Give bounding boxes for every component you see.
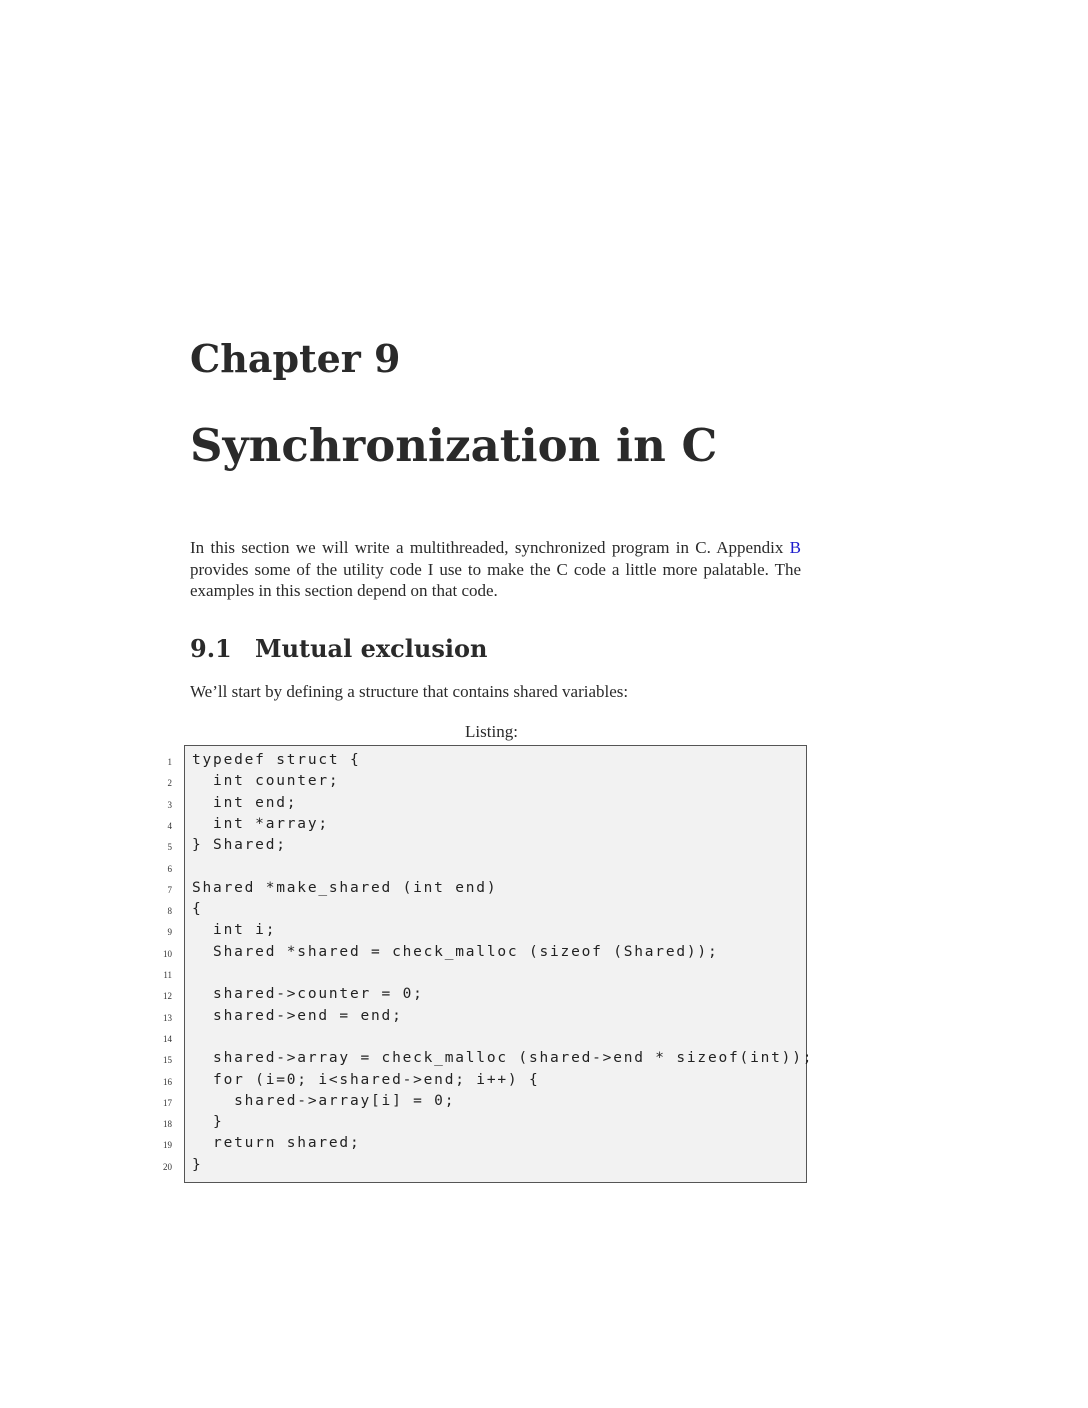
code-line: [0, 1070, 1088, 1091]
line-number: 11: [163, 970, 172, 980]
code-line: [0, 878, 1088, 899]
line-number: 6: [167, 863, 172, 874]
section-title: Mutual exclusion: [255, 634, 488, 663]
line-number: 1: [167, 757, 172, 767]
line-number: 10: [163, 948, 172, 959]
line-number: 7: [167, 884, 172, 895]
code-line: [0, 920, 1088, 941]
code-text: int end;: [192, 794, 298, 811]
code-text: shared->end = end;: [192, 1007, 403, 1024]
code-text: }: [192, 1156, 203, 1173]
code-line: [0, 771, 1088, 792]
line-number: 8: [167, 906, 172, 917]
code-text: int i;: [192, 922, 277, 939]
code-line: [0, 899, 1088, 920]
line-number: 13: [163, 1012, 172, 1023]
intro-paragraph: [190, 537, 801, 602]
line-number: 18: [163, 1119, 172, 1130]
code-line: [0, 963, 1088, 984]
section-heading: [190, 633, 487, 665]
code-text: for (i=0; i<shared->end; i++) {: [192, 1071, 540, 1088]
code-text: shared->array = check_malloc (shared->end * sizeof(int));: [192, 1050, 814, 1067]
code-text: Shared *make_shared (int end): [192, 879, 498, 896]
chapter-label: Chapter 9: [190, 336, 401, 381]
code-line: [0, 1006, 1088, 1027]
line-number: 19: [163, 1140, 172, 1151]
code-line: [0, 1048, 1088, 1069]
code-line: [0, 1091, 1088, 1112]
code-text: int counter;: [192, 773, 340, 790]
line-number: 4: [167, 820, 172, 831]
code-text: shared->counter = 0;: [192, 986, 424, 1003]
code-line: [0, 984, 1088, 1005]
code-text: }: [192, 1114, 224, 1131]
line-number: 20: [163, 1161, 172, 1172]
line-number: 15: [163, 1055, 172, 1066]
code-text: {: [192, 901, 203, 918]
code-line: [0, 793, 1088, 814]
code-text: Shared *shared = check_malloc (sizeof (Shared));: [192, 943, 719, 960]
section-lead-text: We’ll start by defining a structure that contains shared variables:: [190, 682, 629, 701]
intro-text-start: In this section we will write a multithreaded, synchronized program in C. Appendix: [190, 538, 790, 557]
code-line: [0, 1112, 1088, 1133]
code-line: [0, 814, 1088, 835]
line-number: 17: [163, 1097, 172, 1108]
code-line: [0, 942, 1088, 963]
intro-text-end: provides some of the utility code I use to make the C code a little more palatable. The examples in this section depend on that code.: [190, 559, 801, 600]
code-text: } Shared;: [192, 837, 287, 854]
line-number: 2: [167, 778, 172, 789]
code-line: [0, 1027, 1088, 1048]
line-number: 16: [163, 1076, 172, 1087]
code-line: [0, 750, 1088, 771]
section-number: 9.1: [190, 634, 232, 663]
code-line: [0, 835, 1088, 856]
appendix-link[interactable]: B: [789, 538, 801, 557]
code-text: int *array;: [192, 815, 329, 832]
code-text: shared->array[i] = 0;: [192, 1092, 456, 1109]
line-number: 3: [167, 799, 172, 810]
line-number: 5: [167, 842, 172, 853]
code-line: [0, 1155, 1088, 1176]
code-line: [0, 1133, 1088, 1154]
code-text: typedef struct {: [192, 752, 361, 768]
line-number: 9: [167, 927, 172, 938]
listing-caption: Listing:: [465, 722, 518, 741]
line-number: 14: [163, 1033, 172, 1044]
code-line: [0, 857, 1088, 878]
chapter-title: Synchronization in C: [190, 419, 718, 472]
code-text: return shared;: [192, 1135, 361, 1152]
line-number: 12: [163, 991, 172, 1002]
